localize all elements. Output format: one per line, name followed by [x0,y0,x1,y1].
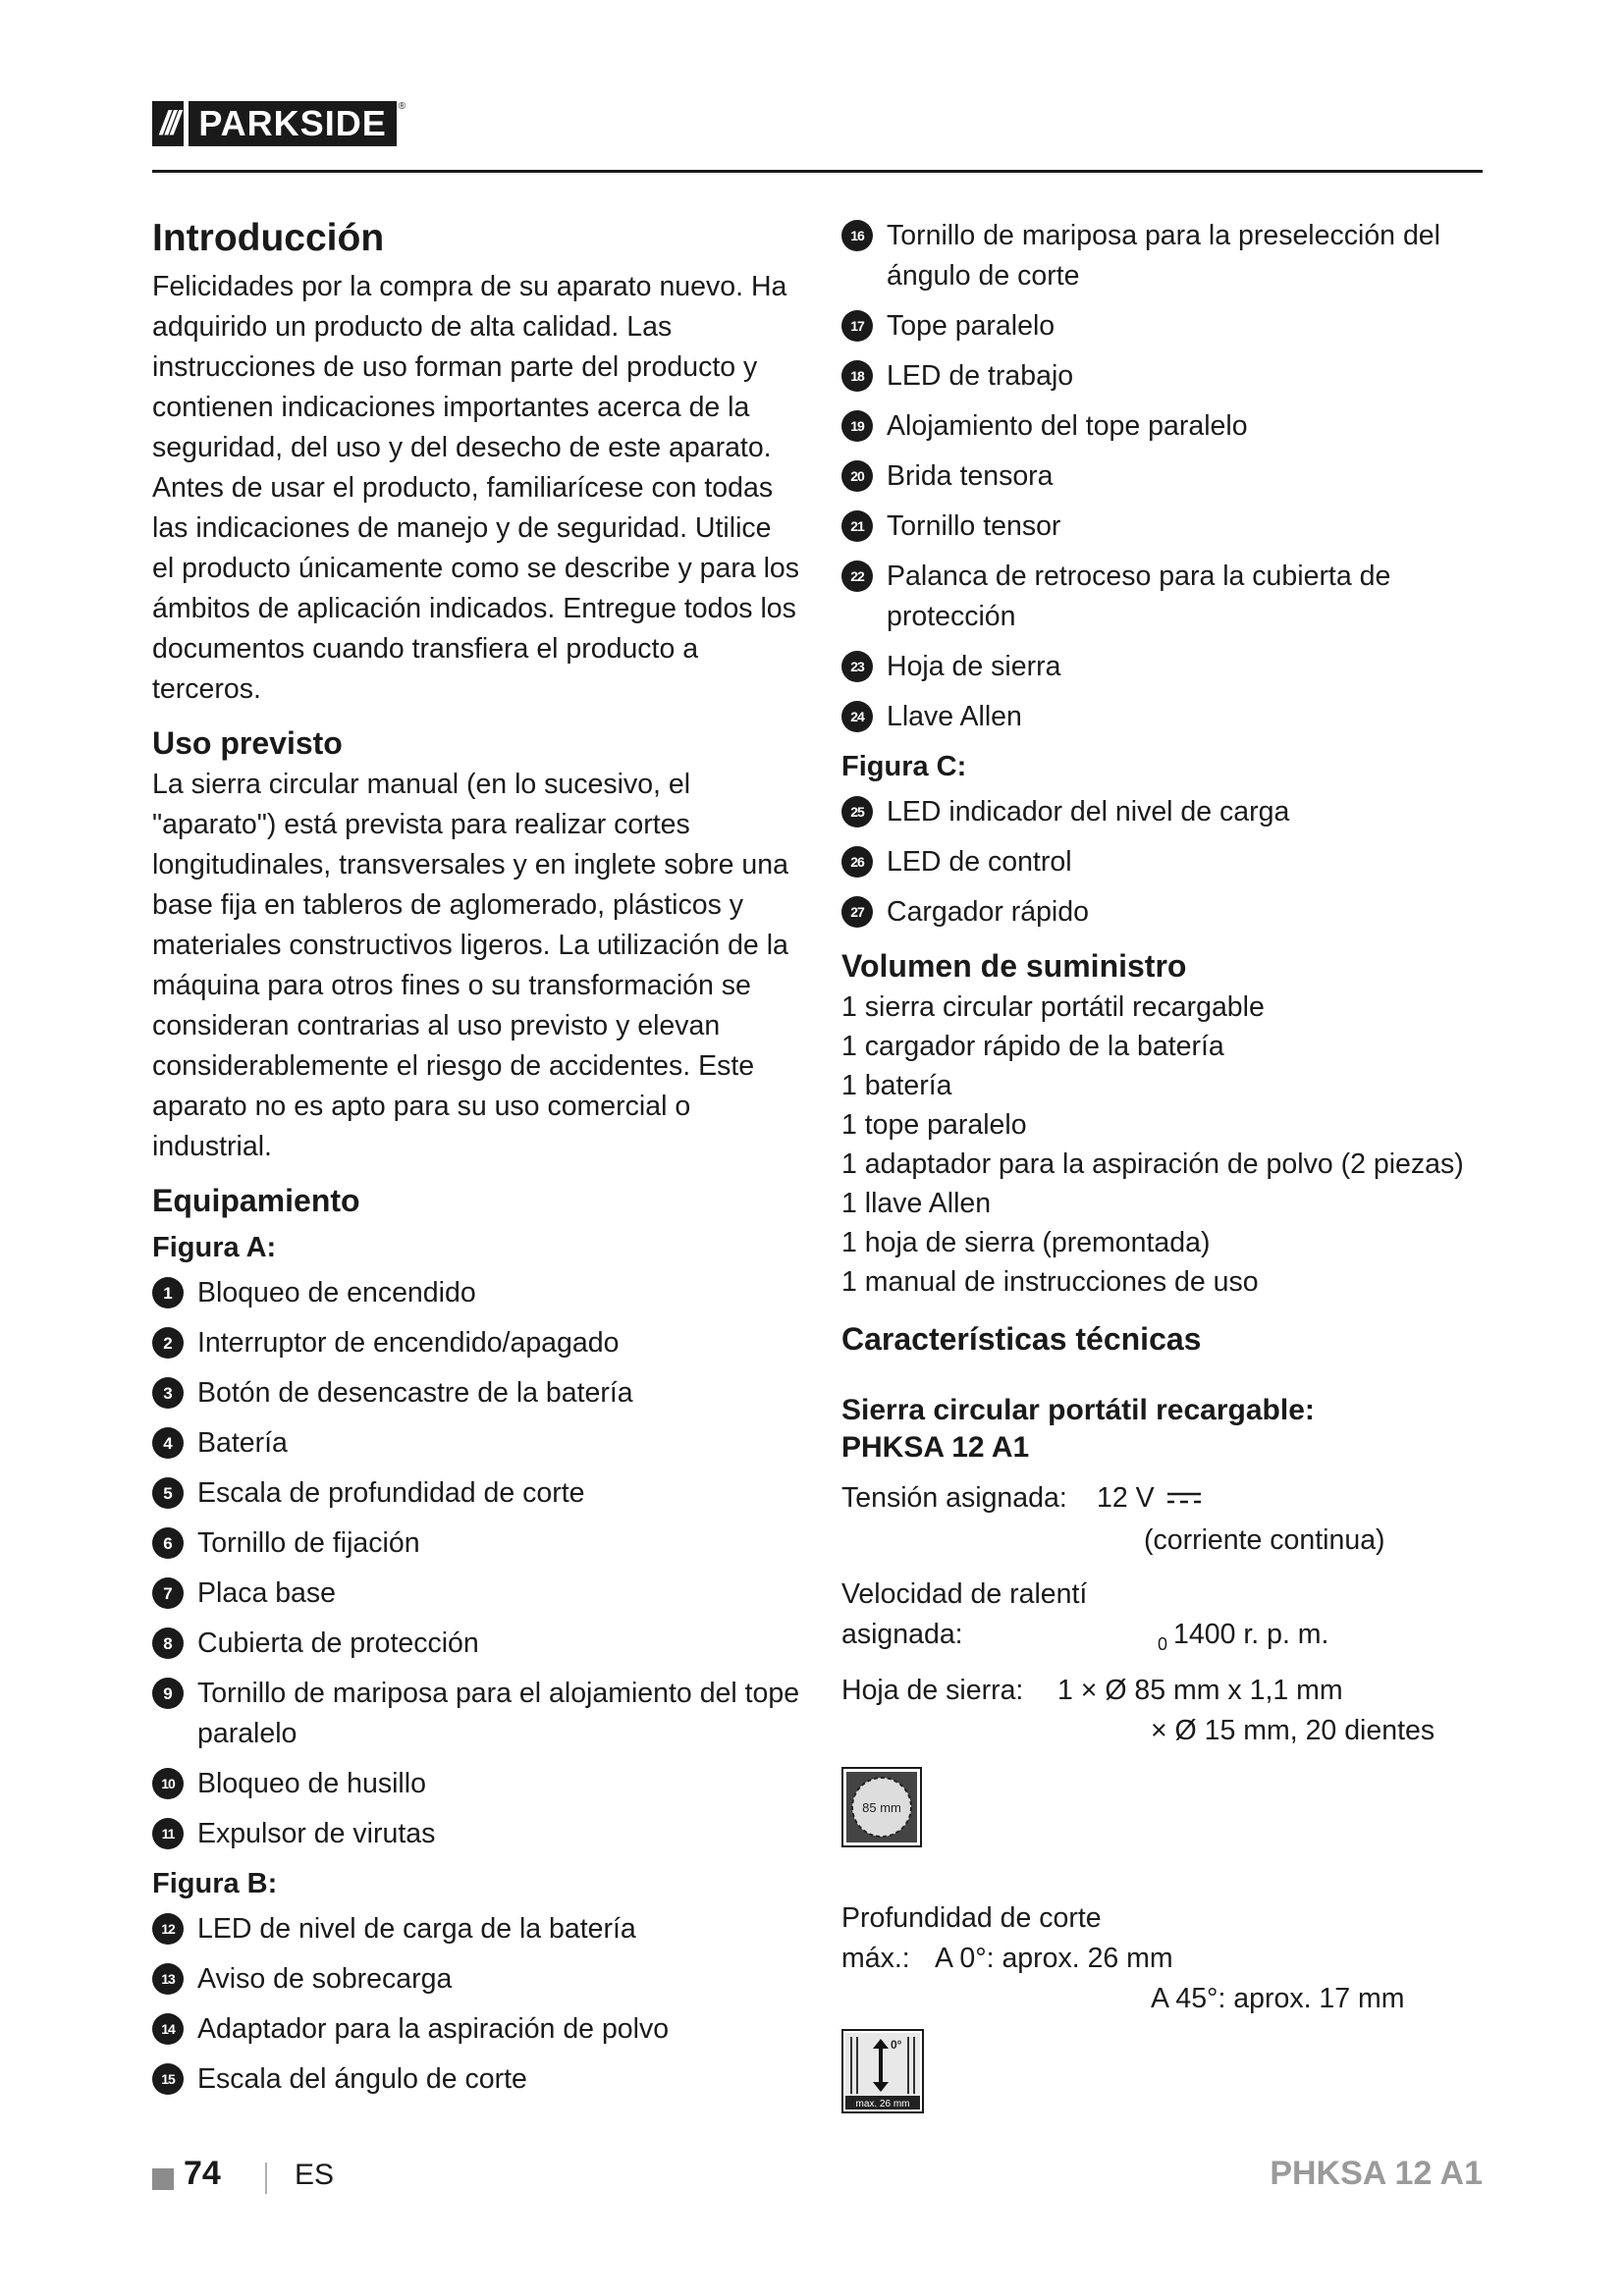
list-item [841,356,1489,397]
list-item [841,842,1489,882]
item-label: Tornillo de mariposa para el alojamiento del tope paralelo [197,1678,800,1749]
uso-text: La sierra circular manual (en lo sucesivo, el "aparato") está prevista para realizar cortes longitudinales, transversales y en inglete sobre una base fija en tableros de aglomerado, plásticos y materiales constructivos ligeros. La utilización de la máquina para otros fines o su transformación se consideran contrarias al uso previsto y elevan considerablemente el riesgo de accidentes. Este aparato no es apto para su uso comercial o industrial. [152,769,788,1162]
number-icon: 9 [152,1678,184,1709]
depth-icon-label: max. 26 mm [855,2099,910,2109]
list-item [841,792,1489,832]
list-item [841,892,1489,933]
supply-item: 1 cargador rápido de la batería [841,1031,1224,1062]
number-icon: 16 [841,220,873,251]
number-icon: 14 [152,2013,184,2045]
speed-value: 1400 r. p. m. [1173,1619,1329,1650]
item-label: Placa base [197,1577,337,1609]
logo-slashes: /// [152,101,184,146]
item-label: Tope paralelo [887,310,1056,342]
number-icon: 7 [152,1577,184,1609]
item-label: Interruptor de encendido/apagado [197,1327,620,1359]
number-icon: 1 [152,1277,184,1308]
list-item [841,697,1489,737]
depth-value-line2: A 45°: aprox. 17 mm [1151,1983,1405,2014]
left-column [152,216,800,2109]
item-label: Tornillo tensor [887,510,1061,542]
supply-item: 1 manual de instrucciones de uso [841,1266,1259,1298]
saw-blade-icon [841,1767,922,1847]
voltage-note: (corriente continua) [1144,1524,1385,1556]
footer-divider [265,2163,267,2194]
item-label: LED indicador del nivel de carga [887,796,1290,828]
figure-b-label: Figura B: [152,1868,278,1899]
number-icon: 18 [841,360,873,392]
tech-subtitle-line2: PHKSA 12 A1 [841,1431,1030,1464]
cutting-depth-icon [841,2029,924,2113]
depth-label-line2: máx.: [841,1943,910,1974]
logo-brand: PARKSIDE [189,101,396,146]
depth-label-line1: Profundidad de corte [841,1902,1102,1934]
tech-title: Características técnicas [841,1321,1202,1357]
item-label: Aviso de sobrecarga [197,1963,453,1995]
list-item [152,1764,800,1804]
speed-spec [841,1575,1489,1665]
voltage-label: Tensión asignada: [841,1482,1067,1514]
model-name: PHKSA 12 A1 [1270,2155,1483,2192]
list-item [841,306,1489,347]
number-icon: 11 [152,1818,184,1849]
right-column [841,216,1489,2113]
figure-a-list [152,1273,800,1854]
item-label: Botón de desencastre de la batería [197,1377,633,1409]
item-label: Escala del ángulo de corte [197,2063,527,2095]
item-label: Palanca de retroceso para la cubierta de protección [887,561,1391,632]
list-item [841,507,1489,547]
list-item [152,1959,800,2000]
list-item [841,456,1489,497]
blade-value-line1: 1 × Ø 85 mm x 1,1 mm [1057,1675,1343,1706]
item-label: Hoja de sierra [887,651,1061,682]
page-marker [152,2168,174,2190]
speed-label-line2: asignada: [841,1619,963,1650]
supply-item: 1 adaptador para la aspiración de polvo (2 piezas) [841,1148,1464,1180]
item-label: Batería [197,1427,288,1459]
figure-c-label: Figura C: [841,751,967,782]
number-icon: 24 [841,701,873,732]
intro-title: Introducción [152,217,385,259]
list-item [152,1674,800,1754]
tech-subtitle [841,1392,1489,1467]
number-icon: 13 [152,1963,184,1995]
supply-list [841,988,1489,1302]
number-icon: 27 [841,896,873,928]
number-icon: 3 [152,1377,184,1409]
number-icon: 6 [152,1527,184,1559]
figure-b-list-right [841,216,1489,737]
depth-spec [841,1898,1489,2019]
number-icon: 8 [152,1628,184,1659]
figure-a-label: Figura A: [152,1232,277,1263]
number-icon: 22 [841,561,873,592]
item-label: Cargador rápido [887,896,1089,928]
speed-subscript: 0 [1158,1634,1168,1654]
item-label: LED de trabajo [887,360,1074,392]
item-label: Escala de profundidad de corte [197,1477,585,1509]
item-label: Cubierta de protección [197,1628,479,1659]
list-item [152,2059,800,2100]
supply-item: 1 batería [841,1070,952,1101]
item-label: Adaptador para la aspiración de polvo [197,2013,670,2045]
uso-title: Uso previsto [152,725,343,761]
number-icon: 2 [152,1327,184,1359]
depth-icon-angle: 0° [891,2038,902,2052]
voltage-spec [841,1478,1489,1561]
list-item [152,1373,800,1414]
list-item [152,1423,800,1464]
tech-subtitle-line1: Sierra circular portátil recargable: [841,1394,1315,1426]
list-item [152,1473,800,1514]
header-rule [152,170,1483,173]
dc-symbol-icon [1165,1480,1203,1521]
item-label: LED de control [887,846,1072,878]
number-icon: 10 [152,1768,184,1799]
item-label: Llave Allen [887,701,1022,732]
list-item [152,1523,800,1564]
list-item [841,557,1489,637]
list-item [152,1814,800,1854]
list-item [841,406,1489,447]
item-label: Tornillo de fijación [197,1527,420,1559]
list-item [152,1909,800,1949]
number-icon: 26 [841,846,873,878]
item-label: Bloqueo de encendido [197,1277,476,1308]
list-item [152,1323,800,1363]
blade-icon-label: 85 mm [862,1800,901,1815]
intro-text: Felicidades por la compra de su aparato nuevo. Ha adquirido un producto de alta calidad. Las instrucciones de uso forman parte del producto y contienen indicaciones importantes acerca de la seguridad, del uso y del desecho de este aparato. Antes de usar el producto, familiarícese con todas las indicaciones de manejo y de seguridad. Utilice el producto únicamente como se describe y para los ámbitos de aplicación indicados. Entregue todos los documentos cuando transfiera el producto a terceros. [152,271,800,705]
supply-item: 1 sierra circular portátil recargable [841,991,1265,1023]
number-icon: 20 [841,460,873,492]
number-icon: 23 [841,651,873,682]
number-icon: 5 [152,1477,184,1509]
item-label: Expulsor de virutas [197,1818,436,1849]
number-icon: 25 [841,796,873,828]
list-item [152,1273,800,1313]
number-icon: 12 [152,1913,184,1945]
blade-label: Hoja de sierra: [841,1675,1024,1706]
item-label: Alojamiento del tope paralelo [887,410,1248,442]
figure-b-list-left [152,1909,800,2100]
list-item [841,647,1489,687]
item-label: Brida tensora [887,460,1054,492]
supply-item: 1 tope paralelo [841,1109,1027,1141]
number-icon: 4 [152,1427,184,1459]
registered-mark: ® [398,101,406,112]
number-icon: 19 [841,410,873,442]
number-icon: 21 [841,510,873,542]
page-footer [152,2155,1483,2204]
list-item [152,1574,800,1614]
parkside-logo [152,101,406,146]
list-item [152,1624,800,1664]
item-label: LED de nivel de carga de la batería [197,1913,636,1945]
supply-title: Volumen de suministro [841,948,1187,984]
voltage-value: 12 V [1097,1482,1155,1514]
supply-item: 1 llave Allen [841,1188,992,1219]
number-icon: 17 [841,310,873,342]
number-icon: 15 [152,2063,184,2095]
page-number: 74 [184,2155,221,2192]
blade-spec [841,1671,1489,1751]
depth-value-line1: A 0°: aprox. 26 mm [935,1943,1173,1974]
list-item [152,2009,800,2050]
item-label: Bloqueo de husillo [197,1768,426,1799]
blade-value-line2: × Ø 15 mm, 20 dientes [1151,1715,1435,1746]
speed-label-line1: Velocidad de ralentí [841,1578,1088,1610]
figure-c-list [841,792,1489,933]
supply-item: 1 hoja de sierra (premontada) [841,1227,1211,1258]
equip-title: Equipamiento [152,1183,360,1218]
language-code: ES [295,2159,335,2191]
item-label: Tornillo de mariposa para la preselección del ángulo de corte [887,220,1440,292]
list-item [841,216,1489,296]
